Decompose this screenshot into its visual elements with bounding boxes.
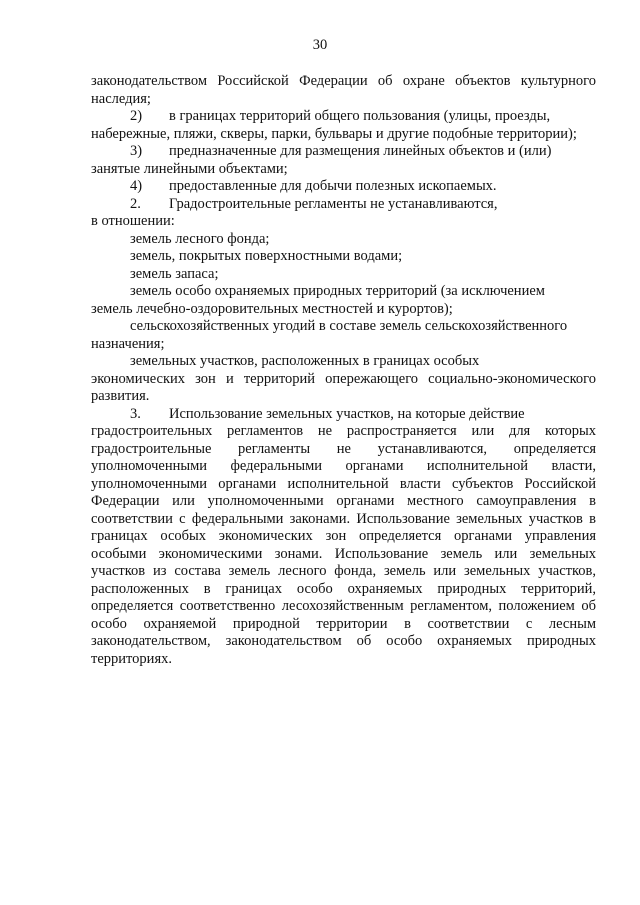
list-item: земель запаса; [130, 265, 219, 282]
item-text: предназначенные для размещения линейных объектов и (или) [169, 143, 552, 159]
list-item [91, 178, 596, 196]
paragraph: градостроительных регламентов не распространяется или для которых градостроительные регламенты не устанавливаются, определяется уполномоченными федеральными органами исполнительной власти, уполномоченными органами исполнительной власти субъектов Российской Федерации или уполномоченными органами местного самоуправления в соответствии с федеральными законами. Использование земельных участков в границах особых экономических зон определяется органами управления особыми экономическими зонами. Использование земель или земельных участков из состава земель лесного фонда, земель или земельных участков, расположенных в границах особо охраняемых природных территорий, определяется соответственно лесохозяйственным регламентом, положением об особо охраняемой природной территории в соответствии с лесным законодательством, законодательством об особо охраняемых природных территориях. [91, 423, 596, 667]
page-number: 30 [312, 37, 328, 53]
paragraph: экономических зон и территорий опережающего социально-экономического развития. [91, 370, 596, 404]
list-item: земель особо охраняемых природных территорий (за исключением [130, 283, 545, 299]
list-item: сельскохозяйственных угодий в составе земель сельскохозяйственного [130, 318, 568, 334]
section-text: Использование земельных участков, на которые действие [169, 405, 525, 422]
item-text: предоставленные для добычи полезных ископаемых. [169, 178, 497, 194]
list-item: земель, покрытых поверхностными водами; [130, 248, 403, 264]
list-item: земель лесного фонда; [130, 230, 270, 247]
list-item [91, 108, 596, 126]
paragraph: законодательством Российской Федерации об охране объектов культурного наследия; [91, 73, 596, 107]
paragraph: назначения; [91, 335, 165, 352]
paragraph: занятые линейными объектами; [91, 160, 288, 177]
section-heading [91, 196, 596, 214]
document-body [91, 73, 596, 668]
section-number: 3. [130, 405, 141, 422]
paragraph: земель лечебно-оздоровительных местностей и курортов); [91, 300, 453, 317]
paragraph: набережные, пляжи, скверы, парки, бульвары и другие подобные территории); [91, 125, 577, 142]
section-text: Градостроительные регламенты не устанавливаются, [169, 195, 498, 212]
list-item [91, 143, 596, 161]
item-number: 3) [130, 143, 143, 159]
list-item: земельных участков, расположенных в границах особых [130, 353, 480, 369]
item-number: 2) [130, 108, 143, 124]
section-number: 2. [130, 195, 141, 212]
section-heading [91, 406, 596, 424]
paragraph: в отношении: [91, 213, 175, 229]
item-number: 4) [130, 178, 143, 194]
item-text: в границах территорий общего пользования (улицы, проезды, [169, 108, 551, 124]
